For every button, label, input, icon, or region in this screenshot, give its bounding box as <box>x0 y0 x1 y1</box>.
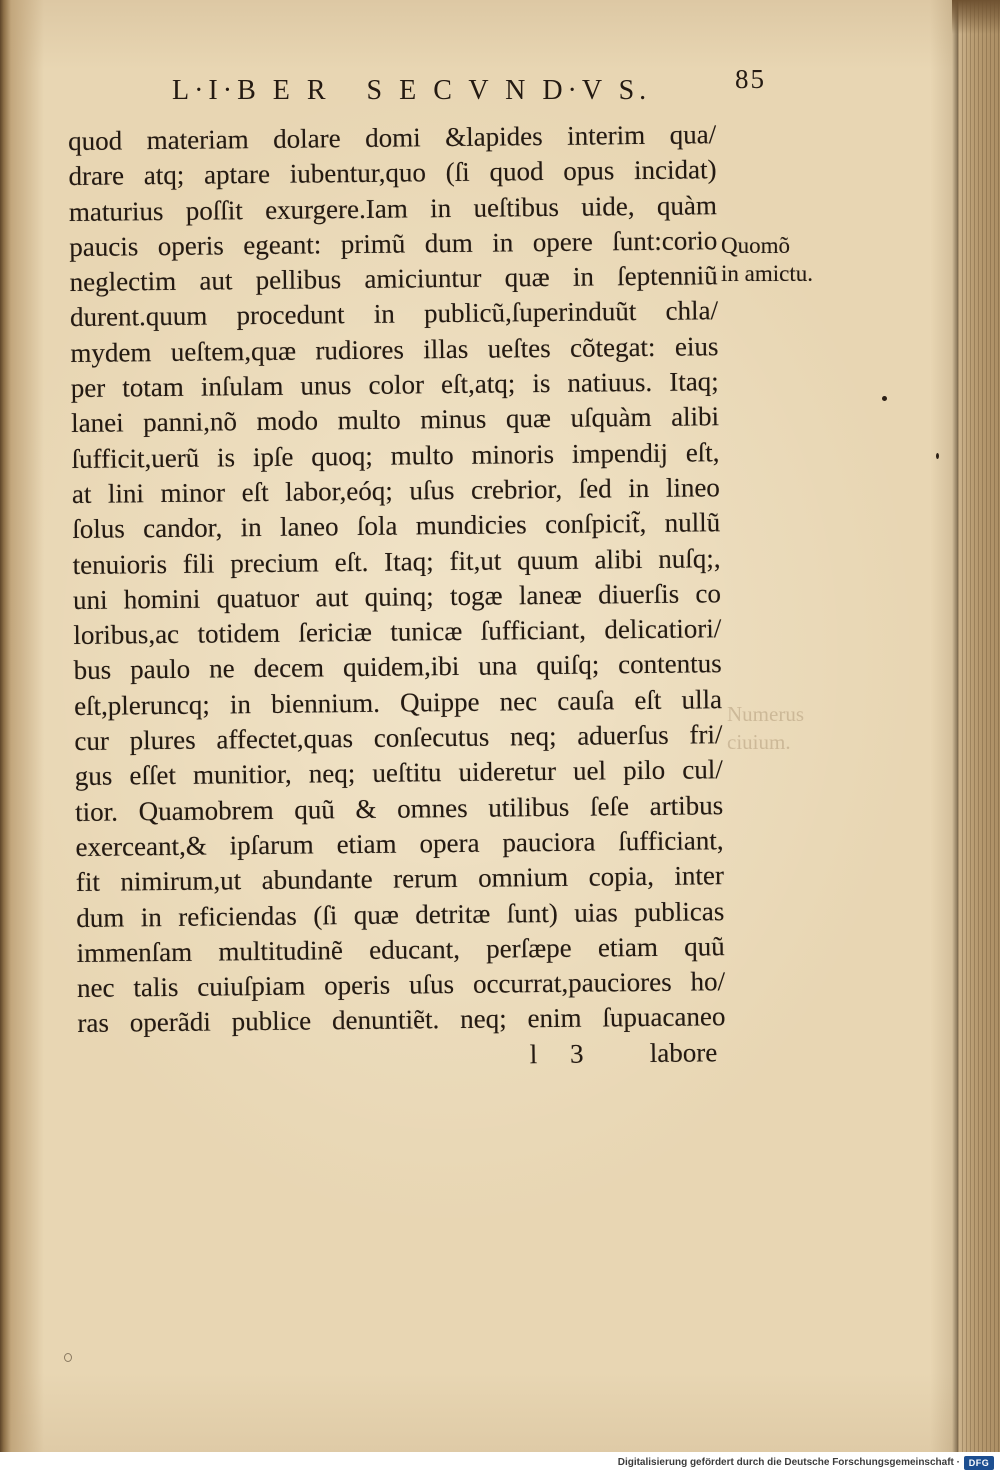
text-line: ſolus candor, in laneo ſola mundicies conſpicit̃, nullũ <box>72 507 721 545</box>
text-line: tenuioris fili precium eſt. Itaq; fit,ut quum alibi nuſq;, <box>72 542 721 580</box>
text-line: tior. Quamobrem quũ & omnes utilibus ſeſe artibus <box>75 789 724 827</box>
ink-speck <box>882 396 887 401</box>
page-edge-shadow <box>930 0 958 1452</box>
text-line: neglectim aut pellibus amiciuntur quæ in ſeptenniũ <box>69 260 718 298</box>
text-line: paucis operis egeant: primũ dum in opere ſunt:corio <box>69 225 718 262</box>
text-line: eſt,pleruncq; in biennium. Quippe nec cauſa eſt ulla <box>73 683 723 721</box>
text-line: gus eſſet munitior, neq; ueſtitu uideretur uel pilo cul/ <box>74 754 723 792</box>
dfg-logo: DFG <box>964 1456 994 1470</box>
text-line: bus paulo ne decem quidem,ibi una quiſq; contentus <box>73 648 722 686</box>
bleed-through-line: Numerus <box>727 702 804 726</box>
fore-edge-corner <box>952 0 1000 34</box>
text-line: loribus,ac totidem ſericiæ tunicæ ſufficiant, delicatiori/ <box>73 613 722 651</box>
footer-bar <box>0 1452 1000 1474</box>
ink-speck <box>936 453 939 459</box>
body-text <box>68 117 726 1077</box>
running-title: L·I·B E R S E C V N D·V S. <box>172 75 652 106</box>
text-line: per totam inſulam unus color eſt,atq; is natiuus. Itaq; <box>70 366 719 404</box>
margin-note <box>721 232 813 288</box>
text-line: mydem ueſtem,quæ rudiores illas ueſtes cõtegat: eius <box>70 330 719 368</box>
text-line: fit nimirum,ut abundante rerum omnium copia, inter <box>75 860 725 898</box>
text-line: immenſam multitudinẽ educant, perſæpe etiam quũ <box>76 930 725 968</box>
text-line: exerceant,& ipſarum etiam opera pauciora ſufficiant, <box>75 825 724 862</box>
margin-note-line: in amictu. <box>721 261 813 286</box>
fore-edge <box>958 0 1000 1452</box>
bleed-through-note <box>727 700 804 756</box>
text-line: uni homini quatuor aut quinq; togæ laneæ diuerſis co <box>72 578 722 615</box>
page-number: 85 <box>735 64 766 94</box>
text-line: maturius poſſit exurgere.Iam in ueſtibus uide, quàm <box>68 189 718 227</box>
text-line: nec talis cuiuſpiam operis uſus occurrat,pauciores ho/ <box>76 966 726 1004</box>
text-line: ras operãdi publice denuntiẽt. neq; enim ſupuacaneo <box>77 1001 726 1039</box>
text-line: at lini minor eſt labor,eóq; uſus crebrior, ſed in lineo <box>71 472 720 509</box>
ink-speck <box>64 1353 72 1362</box>
catchword: labore <box>649 1036 718 1068</box>
gutter-shadow <box>0 0 44 1452</box>
text-line: drare atq; aptare iubentur,quo (ſi quod opus incidat) <box>68 154 717 192</box>
text-line: dum in reficiendas (ſi quæ detritæ ſunt) uias publicas <box>76 895 725 933</box>
bleed-through-line: ciuium. <box>727 730 791 754</box>
text-line: lanei panni,nõ modo multo minus quæ uſquàm alibi <box>70 401 720 439</box>
text-line: ſufficit,uerũ is ipſe quoq; multo minoris impendij eſt, <box>71 436 720 474</box>
text-line: cur plures affectet,quas conſecutus neq; aduerſus fri/ <box>74 719 723 757</box>
text-line: durent.quum procedunt in publicũ,ſuperinduũt chla/ <box>69 295 719 333</box>
text-line: quod materiam dolare domi &lapides interim qua/ <box>68 119 717 156</box>
catchword-row <box>78 1035 726 1077</box>
signature-mark: l 3 <box>529 1038 584 1069</box>
funding-credit: Digitalisierung gefördert durch die Deutsche Forschungsgemeinschaft · <box>617 1457 960 1468</box>
margin-note-line: Quomõ <box>721 233 790 258</box>
